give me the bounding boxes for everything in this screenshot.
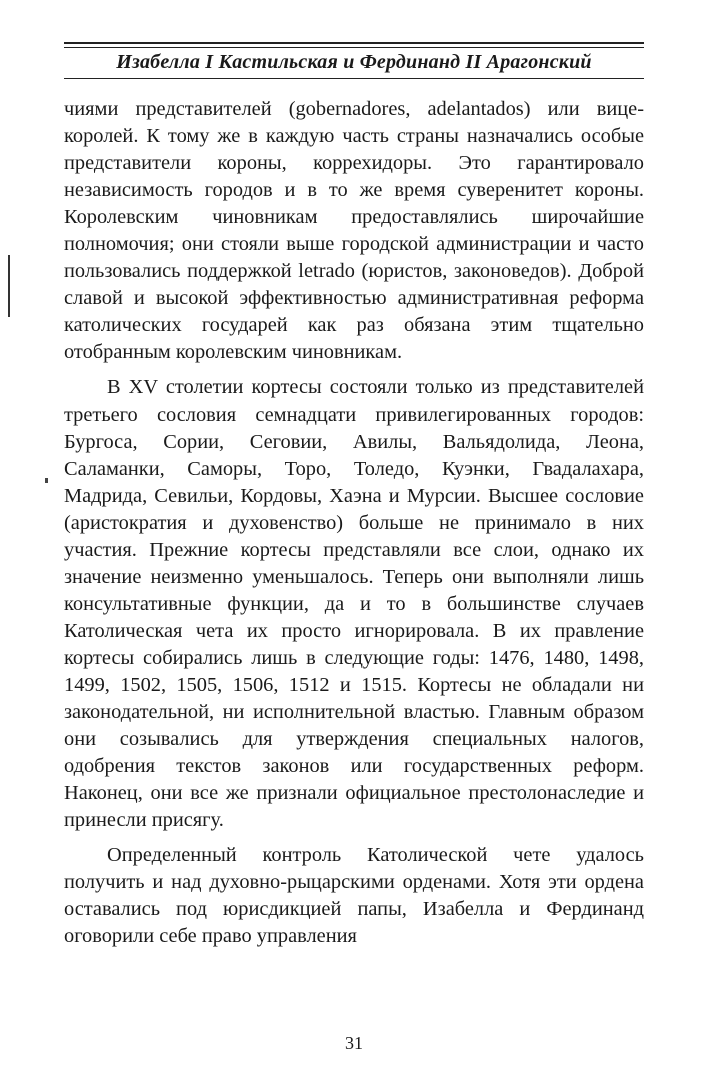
margin-scan-dot <box>45 478 48 483</box>
body-text <box>64 96 644 950</box>
page-number: 31 <box>345 1033 363 1053</box>
header-rule-top-thin <box>64 47 644 48</box>
running-header <box>64 42 644 79</box>
paragraph-continued: чиями представителей (gobernadores, adelantados) или вице-королей. К тому же в каждую часть страны назначались особые представители короны, коррехидоры. Это гарантировало независимость городов и в то же время суверенитет короны. Королевским чиновникам предоставлялись широчайшие полномочия; они стояли выше городской администрации и часто пользовались поддержкой letrado (юристов, законоведов). Доброй славой и высокой эффективностью административная реформа католических государей как раз обязана этим тщательно отобранным королевским чиновникам. <box>64 98 644 364</box>
paragraph-cortes: В XV столетии кортесы состояли только из представителей третьего сословия семнадцати привилегированных городов: Бургоса, Сории, Сеговии, Авилы, Вальядолида, Леона, Саламанки, Саморы, Торо, Толедо, Куэнки, Гвадалахара, Мадрида, Севильи, Кордовы, Хаэна и Мурсии. Высшее сословие (аристократия и духовенство) больше не принимало в них участия. Прежние кортесы представляли все слои, однако их значение неизменно уменьшалось. Теперь они выполняли лишь консультативные функции, да и то в большинстве случаев Католическая чета их просто игнорировала. В их правление кортесы собирались лишь в следующие годы: 1476, 1480, 1498, 1499, 1502, 1505, 1506, 1512 и 1515. Кортесы не обладали ни законодательной, ни исполнительной властью. Главным образом они созывались для утверждения специальных налогов, одобрения текстов законов или государственных реформ. Наконец, они все же признали официальное престолонаследие и принесли присягу. <box>64 376 644 832</box>
book-page <box>64 0 644 1083</box>
header-rule-bottom <box>64 78 644 79</box>
running-title: Изабелла I Кастильская и Фердинанд II Арагонский <box>116 51 592 73</box>
header-rule-top <box>64 42 644 44</box>
margin-scan-mark <box>8 255 10 317</box>
paragraph-orders: Определенный контроль Католической чете удалось получить и над духовно-рыцарскими орденами. Хотя эти ордена оставались под юрисдикцией папы, Изабелла и Фердинанд оговорили себе право управления <box>64 844 644 948</box>
